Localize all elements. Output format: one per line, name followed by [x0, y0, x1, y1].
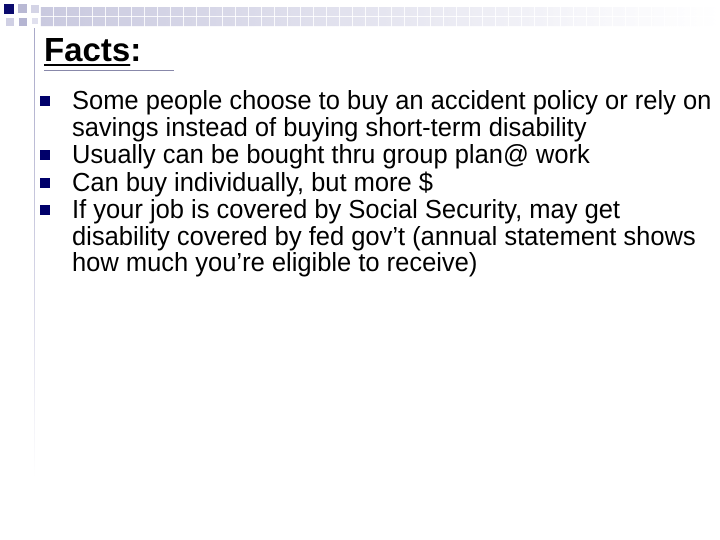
bullet-item: [40, 142, 712, 169]
vertical-divider: [34, 28, 35, 478]
bullet-text: Can buy individually, but more $: [72, 168, 433, 197]
square-bullet-icon: [40, 205, 50, 215]
square-bullet-icon: [40, 150, 50, 160]
title-underline-rule: [44, 70, 174, 71]
bullet-item: [40, 197, 712, 277]
decorative-square: [6, 18, 14, 26]
decorative-square: [31, 5, 39, 13]
bullet-text: Some people choose to buy an accident policy or rely on savings instead of buying short-term disability: [72, 87, 712, 142]
decorative-square: [4, 4, 14, 14]
bullet-item: [40, 88, 712, 141]
decorative-square: [18, 4, 27, 13]
bullet-text: If your job is covered by Social Security, may get disability covered by fed gov’t (annual statement shows how much you’re eligible to receive): [72, 196, 696, 277]
slide-title: [44, 30, 141, 70]
decorative-square: [32, 18, 38, 24]
square-bullet-icon: [40, 178, 50, 188]
square-bullet-icon: [40, 96, 50, 106]
slide-title-colon: :: [130, 31, 142, 68]
bullet-item: [40, 170, 712, 197]
decorative-header-band: [0, 0, 720, 34]
decorative-square: [19, 18, 27, 26]
slide-title-word: Facts: [44, 31, 131, 68]
header-grid-pattern: [40, 7, 720, 27]
bullet-text: Usually can be bought thru group plan@ work: [72, 141, 590, 169]
bullet-list: [40, 88, 712, 278]
